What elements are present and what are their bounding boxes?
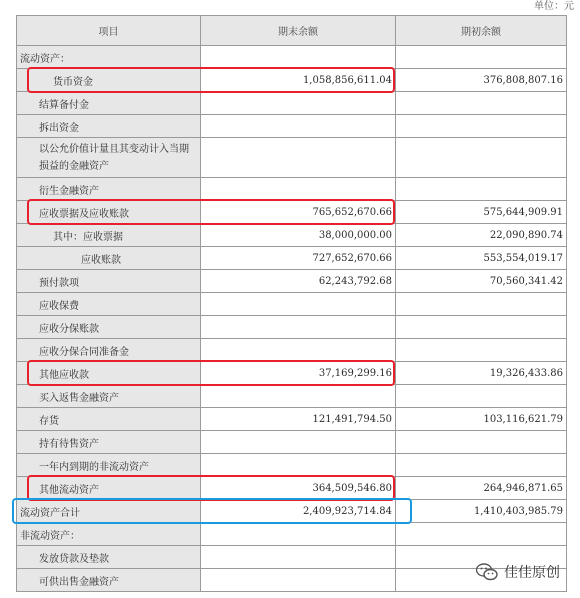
begin-balance-cell [396, 92, 567, 115]
row-label: 应收分保合同准备金 [17, 339, 201, 362]
begin-balance-cell: 553,554,019.17 [396, 247, 567, 270]
table-row [17, 477, 567, 500]
unit-label: 单位：元 [534, 1, 574, 12]
begin-balance-cell [396, 46, 567, 69]
end-balance-cell: 1,058,856,611.04 [201, 69, 396, 92]
table-row [17, 500, 567, 523]
begin-balance-cell [396, 523, 567, 546]
end-balance-cell [201, 385, 396, 408]
watermark-text: 佳佳原创 [504, 565, 560, 581]
begin-balance-cell [396, 115, 567, 138]
end-balance-cell [201, 454, 396, 477]
table-row [17, 201, 567, 224]
row-label: 应收账款 [17, 247, 201, 270]
end-balance-cell: 727,652,670.66 [201, 247, 396, 270]
end-balance-cell [201, 178, 396, 201]
table-row [17, 454, 567, 477]
row-label: 一年内到期的非流动资产 [17, 454, 201, 477]
watermark [476, 561, 560, 583]
table-row [17, 316, 567, 339]
begin-balance-cell: 264,946,871.65 [396, 477, 567, 500]
begin-balance-cell [396, 385, 567, 408]
begin-balance-cell [396, 138, 567, 178]
begin-balance-cell: 22,090,890.74 [396, 224, 567, 247]
col-header-item: 项目 [17, 16, 201, 46]
end-balance-cell: 38,000,000.00 [201, 224, 396, 247]
row-label: 持有待售资产 [17, 431, 201, 454]
end-balance-cell [201, 339, 396, 362]
table-row [17, 115, 567, 138]
row-label: 非流动资产： [17, 523, 201, 546]
row-label: 其中：应收票据 [17, 224, 201, 247]
end-balance-cell [201, 569, 396, 592]
row-label: 货币资金 [17, 69, 201, 92]
table-row [17, 247, 567, 270]
row-label: 以公允价值计量且其变动计入当期损益的金融资产 [17, 138, 201, 178]
end-balance-cell [201, 293, 396, 316]
row-label: 存货 [17, 408, 201, 431]
begin-balance-cell: 1,410,403,985.79 [396, 500, 567, 523]
begin-balance-cell [396, 316, 567, 339]
row-label: 拆出资金 [17, 115, 201, 138]
end-balance-cell [201, 115, 396, 138]
begin-balance-cell: 575,644,909.91 [396, 201, 567, 224]
begin-balance-cell: 19,326,433.86 [396, 362, 567, 385]
row-label: 发放贷款及垫款 [17, 546, 201, 569]
row-label: 其他流动资产 [17, 477, 201, 500]
row-label: 应收保费 [17, 293, 201, 316]
col-header-begin-balance: 期初余额 [396, 16, 567, 46]
end-balance-cell [201, 138, 396, 178]
row-label: 衍生金融资产 [17, 178, 201, 201]
end-balance-cell [201, 431, 396, 454]
begin-balance-cell [396, 431, 567, 454]
end-balance-cell: 62,243,792.68 [201, 270, 396, 293]
row-label: 结算备付金 [17, 92, 201, 115]
table-row [17, 270, 567, 293]
begin-balance-cell: 376,808,807.16 [396, 69, 567, 92]
row-label: 买入返售金融资产 [17, 385, 201, 408]
table-row [17, 138, 567, 178]
table-row [17, 46, 567, 69]
row-label: 流动资产合计 [17, 500, 201, 523]
table-row [17, 339, 567, 362]
begin-balance-cell [396, 454, 567, 477]
row-label: 其他应收款 [17, 362, 201, 385]
end-balance-cell: 364,509,546.80 [201, 477, 396, 500]
row-label: 流动资产： [17, 46, 201, 69]
begin-balance-cell: 103,116,621.79 [396, 408, 567, 431]
end-balance-cell: 2,409,923,714.84 [201, 500, 396, 523]
balance-sheet-table [16, 15, 567, 592]
table-header-row [17, 16, 567, 46]
end-balance-cell: 37,169,299.16 [201, 362, 396, 385]
end-balance-cell: 765,652,670.66 [201, 201, 396, 224]
col-header-end-balance: 期末余额 [201, 16, 396, 46]
end-balance-cell [201, 546, 396, 569]
begin-balance-cell: 70,560,341.42 [396, 270, 567, 293]
table-row [17, 69, 567, 92]
table-row [17, 385, 567, 408]
end-balance-cell: 121,491,794.50 [201, 408, 396, 431]
table-row [17, 408, 567, 431]
begin-balance-cell [396, 178, 567, 201]
row-label: 可供出售金融资产 [17, 569, 201, 592]
end-balance-cell [201, 523, 396, 546]
row-label: 应收分保账款 [17, 316, 201, 339]
end-balance-cell [201, 46, 396, 69]
end-balance-cell [201, 316, 396, 339]
table-row [17, 523, 567, 546]
table-row [17, 92, 567, 115]
row-label: 预付款项 [17, 270, 201, 293]
table-row [17, 362, 567, 385]
begin-balance-cell [396, 339, 567, 362]
table-row [17, 178, 567, 201]
wechat-icon [476, 563, 498, 581]
begin-balance-cell [396, 293, 567, 316]
table-row [17, 224, 567, 247]
end-balance-cell [201, 92, 396, 115]
table-row [17, 293, 567, 316]
row-label: 应收票据及应收账款 [17, 201, 201, 224]
table-row [17, 431, 567, 454]
